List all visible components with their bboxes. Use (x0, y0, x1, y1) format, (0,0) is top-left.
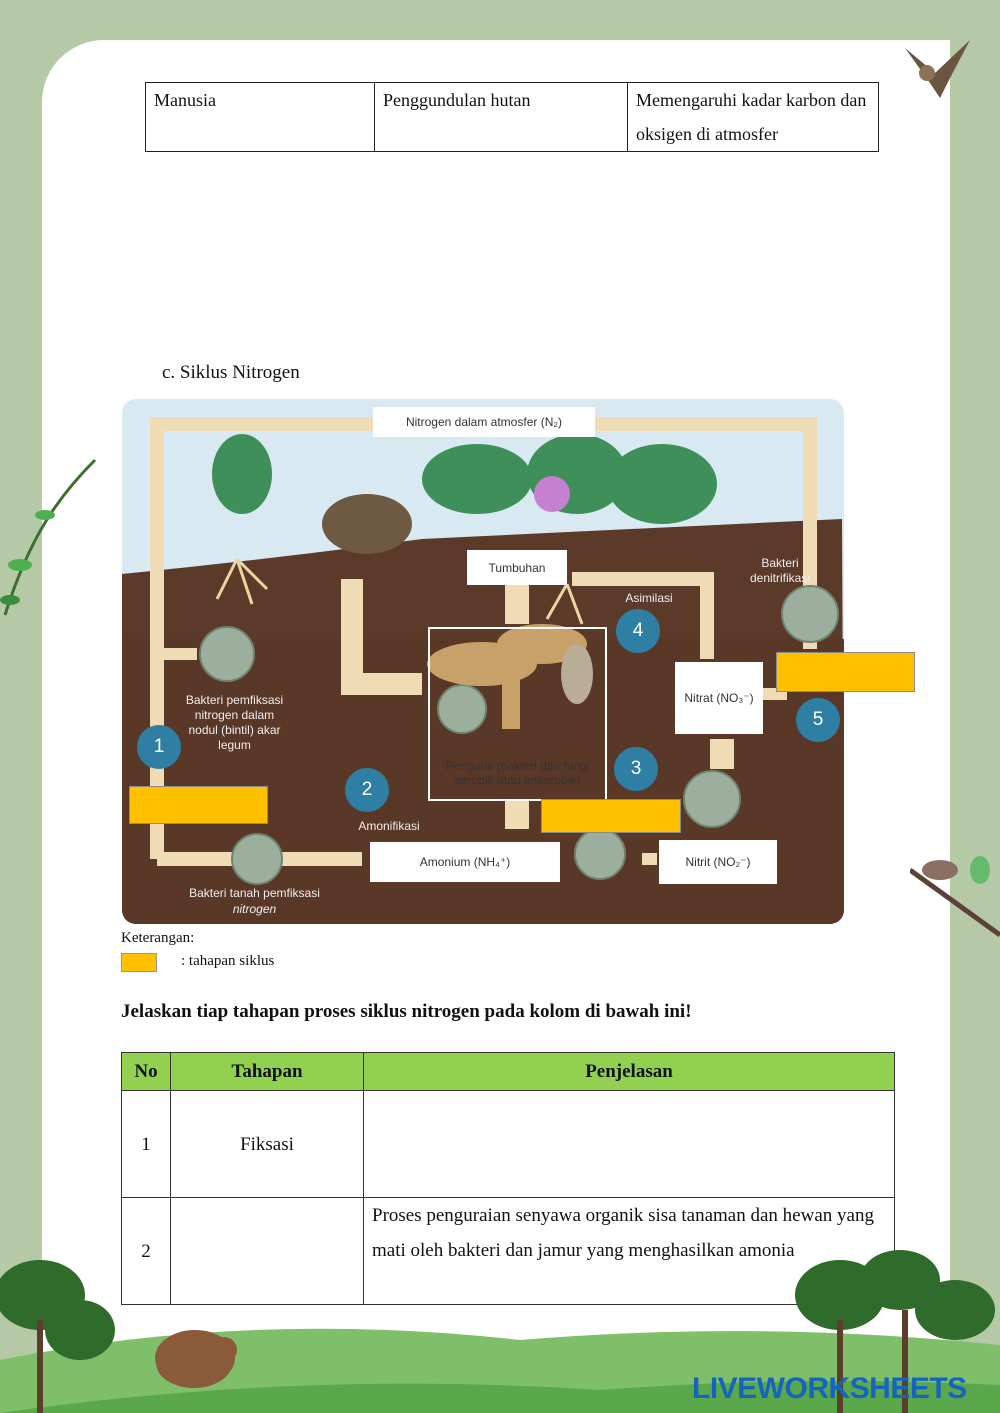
assimilation-label: Asimilasi (625, 591, 673, 605)
top-table-cell: Manusia (146, 83, 375, 152)
top-table-cell: Memengaruhi kadar karbon dan oksigen di atmosfer (628, 83, 879, 152)
answer-box-3[interactable] (541, 799, 681, 833)
squirrel-branch-illustration (910, 840, 1000, 940)
row-number: 2 (122, 1198, 171, 1305)
soil-bacteria-label: Bakteri tanah pemfiksasi (189, 886, 320, 900)
answer-box-5[interactable] (776, 652, 915, 692)
section-title: c. Siklus Nitrogen (162, 362, 300, 383)
nitrate-label: Nitrat (NO₃⁻) (675, 662, 763, 734)
step-1-marker: 1 (137, 725, 181, 769)
legend-swatch (121, 953, 157, 972)
legend-text: : tahapan siklus (181, 953, 275, 969)
vine-left-illustration (0, 455, 100, 625)
header-stage: Tahapan (171, 1053, 364, 1091)
top-table (145, 82, 879, 152)
decomposer-label: Pengurai (bakteri dan fungi aerobik atau anaerobik) (445, 759, 590, 787)
table-header-row (122, 1053, 895, 1091)
liveworksheets-logo: LIVEWORKSHEETS (692, 1372, 967, 1405)
ammonification-label: Amonifikasi (358, 819, 420, 833)
question-text: Jelaskan tiap tahapan proses siklus nitrogen pada kolom di bawah ini! (121, 1001, 692, 1022)
soil-bacteria-label-2: nitrogen (232, 902, 277, 916)
header-no: No (122, 1053, 171, 1091)
top-table-cell: Penggundulan hutan (375, 83, 628, 152)
row-stage: Fiksasi (171, 1091, 364, 1198)
legend-title: Keterangan: (121, 930, 195, 946)
row-number: 1 (122, 1091, 171, 1198)
step-5-marker: 5 (796, 698, 840, 742)
bear-illustration (154, 1328, 240, 1392)
header-explanation: Penjelasan (364, 1053, 895, 1091)
row-explanation: Proses penguraian senyawa organik sisa tanaman dan hewan yang mati oleh bakteri dan jamur yang menghasilkan amonia (364, 1198, 895, 1305)
decomposer-frame (430, 629, 605, 799)
denitrifying-bacteria-label: Bakteri denitrifikasi (749, 556, 811, 585)
row-explanation-input[interactable] (364, 1091, 895, 1198)
bird-illustration (895, 28, 985, 103)
table-row (122, 1091, 895, 1198)
nitrogen-fixing-bacteria-label: Bakteri pemfiksasi nitrogen dalam nodul (bintil) akar legum (185, 693, 284, 752)
step-3-marker: 3 (614, 747, 658, 791)
nitrite-label: Nitrit (NO₂⁻) (659, 840, 777, 884)
plant-label: Tumbuhan (467, 550, 567, 585)
nitrogen-cycle-diagram (122, 399, 844, 924)
step-2-marker: 2 (345, 768, 389, 812)
answer-box-1[interactable] (129, 786, 268, 824)
step-4-marker: 4 (616, 609, 660, 653)
atmosphere-label: Nitrogen dalam atmosfer (N₂) (373, 407, 595, 437)
ammonium-label: Amonium (NH₄⁺) (370, 842, 560, 882)
